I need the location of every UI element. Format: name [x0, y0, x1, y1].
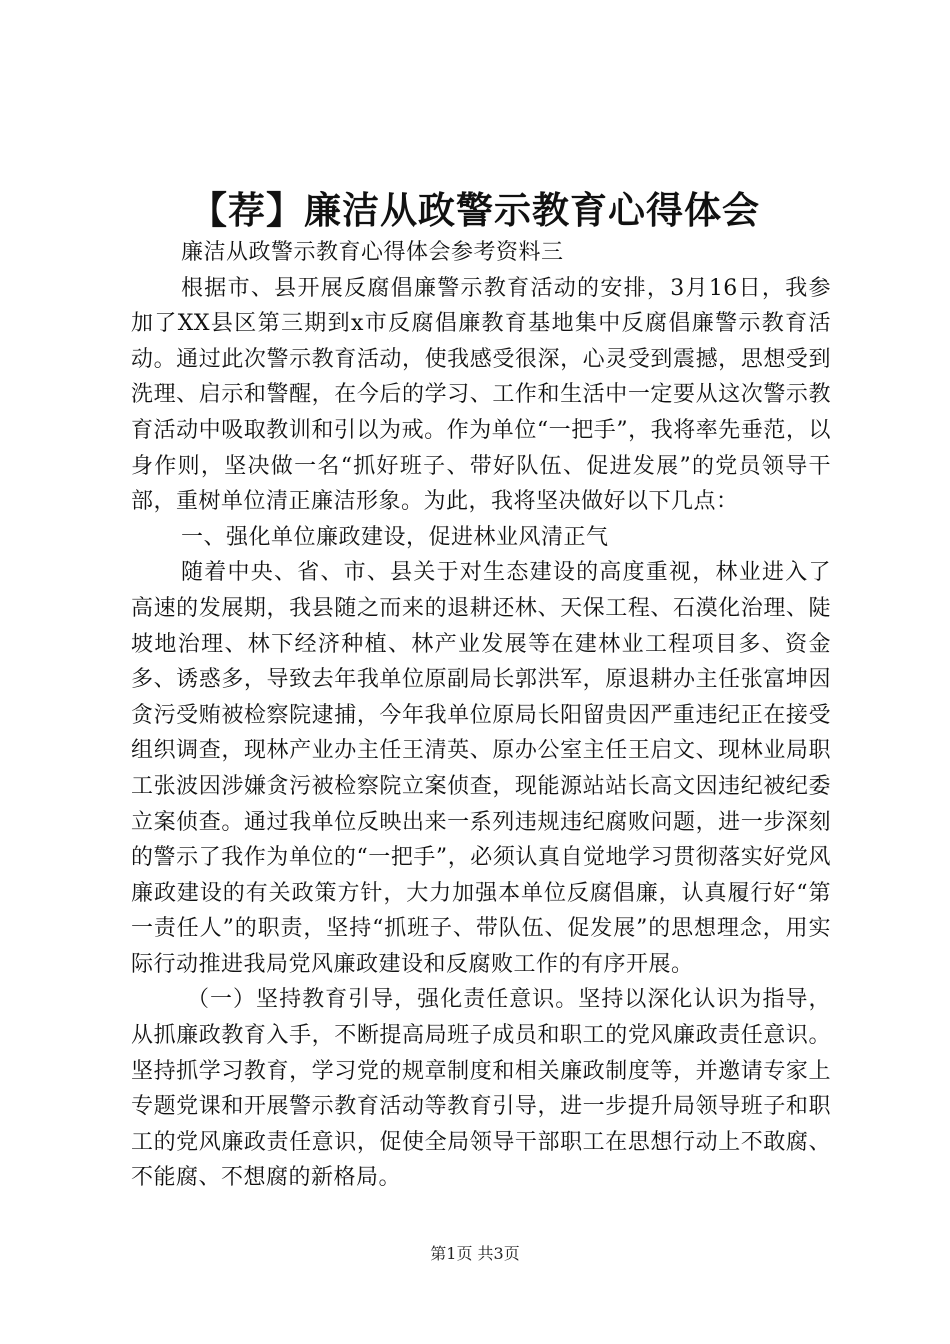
document-body	[131, 235, 831, 1196]
section-heading-1: 一、强化单位廉政建设，促进林业风清正气	[181, 524, 609, 550]
paragraph-subtitle: 廉洁从政警示教育心得体会参考资料三	[181, 240, 564, 265]
page-number-footer: 第1页 共3页	[430, 1244, 520, 1263]
document-title: 【荐】廉洁从政警示教育心得体会	[190, 188, 760, 232]
paragraph-section-1: 随着中央、省、市、县关于对生态建设的高度重视，林业进入了高速的发展期，我县随之而来的退耕还林、天保工程、石漠化治理、陡坡地治理、林下经济种植、林产业发展等在建林业工程项目多、资金多、诱惑多，导致去年我单位原副局长郭洪军，原退耕办主任张富坤因贪污受贿被检察院逮捕，今年我单位原局长阳留贵因严重违纪正在接受组织调查，现林产业办主任王清英、原办公室主任王启文、现林业局职工张波因涉嫌贪污被检察院立案侦查，现能源站站长高文因违纪被纪委立案侦查。通过我单位反映出来一系列违规违纪腐败问题，进一步深刻的警示了我作为单位的“一把手”，必须认真自觉地学习贯彻落实好党风廉政建设的有关政策方针，大力加强本单位反腐倡廉，认真履行好“第一责任人”的职责，坚持“抓班子、带队伍、促发展”的思想理念，用实际行动推进我局党风廉政建设和反腐败工作的有序开展。	[131, 560, 831, 977]
paragraph-subsection-1: （一）坚持教育引导，强化责任意识。坚持以深化认识为指导，从抓廉政教育入手，不断提高局班子成员和职工的党风廉政责任意识。坚持抓学习教育，学习党的规章制度和相关廉政制度等，并邀请专家上专题党课和开展警示教育活动等教育引导，进一步提升局领导班子和职工的党风廉政责任意识，促使全局领导干部职工在思想行动上不敢腐、不能腐、不想腐的新格局。	[131, 987, 831, 1191]
paragraph-intro: 根据市、县开展反腐倡廉警示教育活动的安排，3月16日，我参加了XX县区第三期到x市反腐倡廉教育基地集中反腐倡廉警示教育活动。通过此次警示教育活动，使我感受很深，心灵受到震撼，思想受到洗理、启示和警醒，在今后的学习、工作和生活中一定要从这次警示教育活动中吸取教训和引以为戒。作为单位“一把手”，我将率先垂范，以身作则，坚决做一名“抓好班子、带好队伍、促进发展”的党员领导干部，重树单位清正廉洁形象。为此，我将坚决做好以下几点：	[131, 275, 831, 515]
